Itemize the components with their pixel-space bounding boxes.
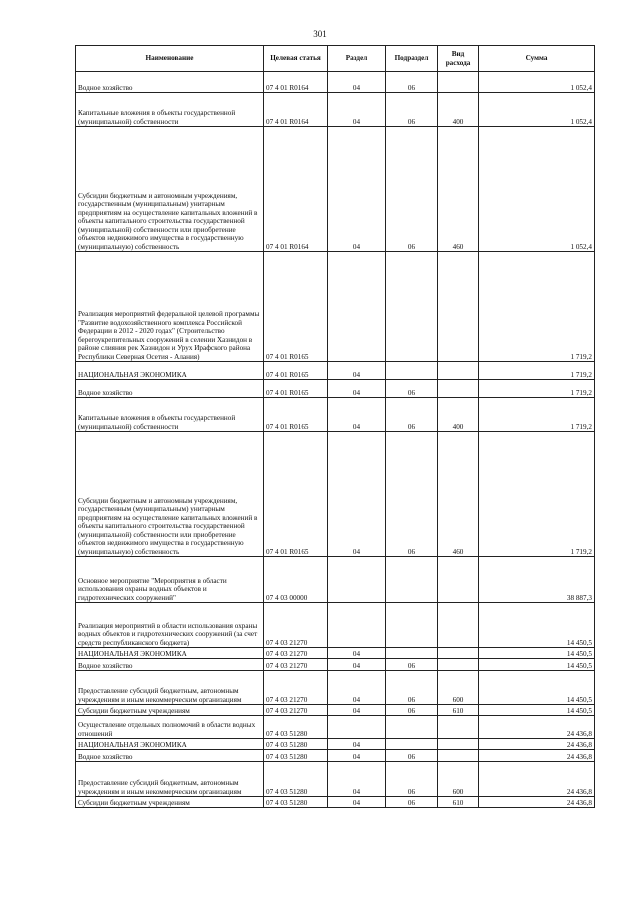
header-exp-type: Вид расхода [438, 46, 479, 72]
cell-amount: 1 719,2 [479, 362, 595, 380]
cell-exp-type: 610 [438, 705, 479, 716]
cell-target: 07 4 03 21270 [264, 648, 328, 659]
cell-subsection: 06 [386, 671, 438, 705]
cell-exp-type: 460 [438, 432, 479, 557]
cell-exp-type [438, 750, 479, 762]
cell-target: 07 4 03 21270 [264, 705, 328, 716]
header-section: Раздел [328, 46, 386, 72]
cell-subsection: 06 [386, 797, 438, 808]
cell-section: 04 [328, 739, 386, 750]
cell-name: Водное хозяйство [76, 380, 264, 398]
cell-name: НАЦИОНАЛЬНАЯ ЭКОНОМИКА [76, 648, 264, 659]
table-row [76, 380, 595, 398]
cell-target: 07 4 03 21270 [264, 671, 328, 705]
cell-target: 07 4 03 51280 [264, 797, 328, 808]
header-amount: Сумма [479, 46, 595, 72]
table-row [76, 127, 595, 252]
cell-name: Предоставление субсидий бюджетным, автономным учреждениям и иным некоммерческим организациям [76, 762, 264, 797]
cell-target: 07 4 01 R0165 [264, 432, 328, 557]
cell-section: 04 [328, 797, 386, 808]
cell-amount: 24 436,8 [479, 739, 595, 750]
cell-name: Водное хозяйство [76, 750, 264, 762]
cell-subsection: 06 [386, 432, 438, 557]
cell-name: Капитальные вложения в объекты государственной (муниципальной) собственности [76, 93, 264, 127]
cell-amount: 24 436,8 [479, 716, 595, 739]
cell-amount: 24 436,8 [479, 762, 595, 797]
cell-target: 07 4 03 51280 [264, 762, 328, 797]
cell-subsection [386, 362, 438, 380]
cell-name: Капитальные вложения в объекты государственной (муниципальной) собственности [76, 398, 264, 432]
budget-table [75, 45, 595, 808]
cell-name: Субсидии бюджетным учреждениям [76, 797, 264, 808]
table-row [76, 398, 595, 432]
cell-name: Субсидии бюджетным учреждениям [76, 705, 264, 716]
cell-target: 07 4 01 R0165 [264, 362, 328, 380]
cell-section: 04 [328, 93, 386, 127]
table-row [76, 762, 595, 797]
cell-exp-type [438, 380, 479, 398]
cell-section: 04 [328, 127, 386, 252]
cell-amount: 1 052,4 [479, 127, 595, 252]
cell-exp-type: 400 [438, 93, 479, 127]
cell-subsection: 06 [386, 380, 438, 398]
cell-target: 07 4 01 R0164 [264, 72, 328, 93]
cell-target: 07 4 01 R0165 [264, 380, 328, 398]
cell-amount: 24 436,8 [479, 797, 595, 808]
cell-section: 04 [328, 659, 386, 671]
cell-subsection [386, 557, 438, 603]
cell-exp-type [438, 603, 479, 648]
cell-subsection: 06 [386, 398, 438, 432]
cell-section: 04 [328, 705, 386, 716]
table-row [76, 648, 595, 659]
cell-exp-type: 460 [438, 127, 479, 252]
cell-target: 07 4 03 21270 [264, 603, 328, 648]
cell-exp-type [438, 362, 479, 380]
header-subsection: Подраздел [386, 46, 438, 72]
cell-section [328, 557, 386, 603]
cell-amount: 24 436,8 [479, 750, 595, 762]
cell-subsection [386, 648, 438, 659]
cell-amount: 1 719,2 [479, 432, 595, 557]
cell-target: 07 4 01 R0164 [264, 127, 328, 252]
cell-subsection [386, 252, 438, 362]
cell-target: 07 4 01 R0165 [264, 398, 328, 432]
cell-exp-type [438, 648, 479, 659]
cell-section: 04 [328, 750, 386, 762]
cell-name: Реализация мероприятий в области использования охраны водных объектов и гидротехнических сооружений (за счет средств республиканского бюджета) [76, 603, 264, 648]
cell-section: 04 [328, 762, 386, 797]
header-target: Целевая статья [264, 46, 328, 72]
cell-target: 07 4 03 51280 [264, 716, 328, 739]
cell-target: 07 4 03 51280 [264, 750, 328, 762]
cell-subsection [386, 739, 438, 750]
cell-target: 07 4 03 00000 [264, 557, 328, 603]
cell-subsection: 06 [386, 750, 438, 762]
cell-exp-type: 400 [438, 398, 479, 432]
cell-exp-type [438, 716, 479, 739]
cell-name: НАЦИОНАЛЬНАЯ ЭКОНОМИКА [76, 739, 264, 750]
cell-exp-type: 600 [438, 762, 479, 797]
cell-subsection: 06 [386, 72, 438, 93]
cell-subsection: 06 [386, 762, 438, 797]
table-row [76, 797, 595, 808]
cell-amount: 1 719,2 [479, 252, 595, 362]
cell-amount: 14 450,5 [479, 705, 595, 716]
table-row [76, 716, 595, 739]
cell-section: 04 [328, 362, 386, 380]
table-row [76, 739, 595, 750]
cell-name: Субсидии бюджетным и автономным учреждениям, государственным (муниципальным) унитарным предприятиям на осуществление капитальных вложений в объекты капитального строительства государственной (муниципальной) собственности или приобретение объектов недвижимого имущества в государственную (муниципальную) собственность [76, 127, 264, 252]
page-number: 301 [313, 29, 327, 39]
cell-section [328, 603, 386, 648]
table-row [76, 557, 595, 603]
cell-target: 07 4 01 R0165 [264, 252, 328, 362]
table-row [76, 362, 595, 380]
cell-amount: 14 450,5 [479, 648, 595, 659]
cell-exp-type [438, 72, 479, 93]
cell-amount: 38 887,3 [479, 557, 595, 603]
cell-section: 04 [328, 671, 386, 705]
cell-exp-type [438, 557, 479, 603]
table-row [76, 705, 595, 716]
table-row [76, 659, 595, 671]
cell-name: Осуществление отдельных полномочий в области водных отношений [76, 716, 264, 739]
cell-section: 04 [328, 648, 386, 659]
cell-section [328, 252, 386, 362]
cell-amount: 1 719,2 [479, 398, 595, 432]
table-body [76, 72, 595, 808]
cell-exp-type: 610 [438, 797, 479, 808]
cell-section [328, 716, 386, 739]
cell-subsection: 06 [386, 93, 438, 127]
cell-exp-type: 600 [438, 671, 479, 705]
table-row [76, 252, 595, 362]
cell-target: 07 4 03 21270 [264, 659, 328, 671]
cell-subsection: 06 [386, 705, 438, 716]
cell-section: 04 [328, 398, 386, 432]
cell-target: 07 4 01 R0164 [264, 93, 328, 127]
cell-name: Субсидии бюджетным и автономным учреждениям, государственным (муниципальным) унитарным предприятиям на осуществление капитальных вложений в объекты капитального строительства государственной (муниципальной) собственности или приобретение объектов недвижимого имущества в государственную (муниципальную) собственность [76, 432, 264, 557]
cell-amount: 1 052,4 [479, 72, 595, 93]
cell-subsection: 06 [386, 127, 438, 252]
cell-exp-type [438, 659, 479, 671]
table-row [76, 93, 595, 127]
cell-section: 04 [328, 380, 386, 398]
cell-name: Водное хозяйство [76, 72, 264, 93]
cell-amount: 14 450,5 [479, 659, 595, 671]
cell-target: 07 4 03 51280 [264, 739, 328, 750]
cell-subsection [386, 716, 438, 739]
header-name: Наименование [76, 46, 264, 72]
cell-exp-type [438, 252, 479, 362]
table-row [76, 671, 595, 705]
cell-name: НАЦИОНАЛЬНАЯ ЭКОНОМИКА [76, 362, 264, 380]
cell-amount: 14 450,5 [479, 603, 595, 648]
cell-subsection [386, 603, 438, 648]
table-row [76, 72, 595, 93]
table-row [76, 432, 595, 557]
cell-amount: 1 719,2 [479, 380, 595, 398]
cell-name: Предоставление субсидий бюджетным, автономным учреждениям и иным некоммерческим организациям [76, 671, 264, 705]
cell-amount: 14 450,5 [479, 671, 595, 705]
cell-section: 04 [328, 432, 386, 557]
cell-name: Основное мероприятие "Мероприятия в области использования охраны водных объектов и гидротехнических сооружений" [76, 557, 264, 603]
cell-subsection: 06 [386, 659, 438, 671]
table-row [76, 750, 595, 762]
cell-name: Водное хозяйство [76, 659, 264, 671]
cell-exp-type [438, 739, 479, 750]
table-row [76, 603, 595, 648]
cell-amount: 1 052,4 [479, 93, 595, 127]
table-header-row [76, 46, 595, 72]
cell-section: 04 [328, 72, 386, 93]
cell-name: Реализация мероприятий федеральной целевой программы "Развитие водохозяйственного комплекса Российской Федерации в 2012 - 2020 годах" (Строительство берегоукрепительных сооружений в селении Хазнидон в районе слияния рек Хазнидон и Урух Ирафского района Республики Северная Осетия - Алания) [76, 252, 264, 362]
